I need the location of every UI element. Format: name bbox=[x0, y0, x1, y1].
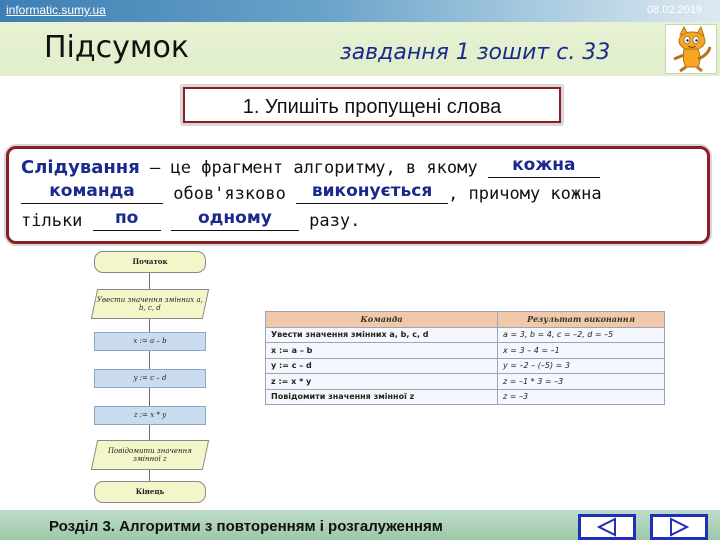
flowchart-start: Початок bbox=[94, 251, 206, 273]
page-subtitle: завдання 1 зошит с. 33 bbox=[340, 40, 611, 65]
definition-line-3 bbox=[21, 208, 361, 231]
table-cell: a = 3, b = 4, c = –2, d = –5 bbox=[498, 327, 665, 343]
definition-line-1 bbox=[21, 157, 600, 178]
date-label: 08.02.2019 bbox=[646, 4, 702, 16]
definition-text: обов'язково bbox=[163, 184, 297, 204]
triangle-right-icon bbox=[653, 517, 705, 537]
table-row bbox=[266, 389, 665, 405]
table-row bbox=[266, 327, 665, 343]
table-cell: x = 3 – 4 = –1 bbox=[498, 343, 665, 359]
flowchart-end: Кінець bbox=[94, 481, 206, 503]
table-cell: z := x * y bbox=[266, 374, 498, 390]
blank-2 bbox=[21, 181, 163, 204]
table-row bbox=[266, 374, 665, 390]
table-header-row bbox=[266, 312, 665, 328]
definition-line-2 bbox=[21, 181, 602, 204]
flowchart-input: Увести значення змінних a, b, c, d bbox=[91, 289, 209, 319]
footer-label: Розділ 3. Алгоритми з повторенням і розгалуженням bbox=[49, 518, 443, 535]
page-title: Підсумок bbox=[44, 30, 189, 65]
table-cell: y := c – d bbox=[266, 358, 498, 374]
table-cell: y = –2 – (–5) = 3 bbox=[498, 358, 665, 374]
table-cell: z = –3 bbox=[498, 389, 665, 405]
table-header: Результат виконання bbox=[498, 312, 665, 328]
prev-slide-button[interactable] bbox=[578, 514, 636, 540]
definition-box bbox=[6, 146, 710, 244]
definition-text: разу. bbox=[298, 211, 361, 231]
flowchart-step-z: z := x * y bbox=[94, 406, 206, 425]
answer-komanda: команда bbox=[49, 181, 135, 201]
site-link[interactable]: informatic.sumy.ua bbox=[6, 3, 106, 17]
results-table bbox=[265, 311, 665, 405]
blank-5 bbox=[171, 208, 299, 231]
next-slide-button[interactable] bbox=[650, 514, 708, 540]
table-header: Команда bbox=[266, 312, 498, 328]
table-cell: x := a – b bbox=[266, 343, 498, 359]
definition-text: , причому кожна bbox=[448, 184, 602, 204]
blank-3 bbox=[296, 181, 448, 204]
triangle-left-icon bbox=[581, 517, 633, 537]
table-cell: z = –1 * 3 = –3 bbox=[498, 374, 665, 390]
answer-odnomu: одному bbox=[198, 208, 272, 228]
task-label: 1. Упишіть пропущені слова bbox=[242, 96, 502, 118]
answer-kozhna: кожна bbox=[512, 155, 576, 175]
blank-4 bbox=[93, 208, 161, 231]
task-banner bbox=[180, 84, 564, 126]
answer-vykonuietsia: виконується bbox=[311, 181, 433, 201]
flowchart-step-y: y := c – d bbox=[94, 369, 206, 388]
table-row bbox=[266, 343, 665, 359]
definition-text: – це фрагмент алгоритму, в якому bbox=[139, 158, 488, 178]
flowchart bbox=[80, 245, 260, 515]
table-cell: Увести значення змінних a, b, c, d bbox=[266, 327, 498, 343]
answer-po: по bbox=[114, 208, 139, 228]
definition-term: Слідування bbox=[21, 157, 140, 178]
flowchart-step-x: x := a – b bbox=[94, 332, 206, 351]
definition-text: тільки bbox=[21, 211, 93, 231]
top-bar bbox=[0, 0, 720, 22]
table-row bbox=[266, 358, 665, 374]
scratch-cat-icon bbox=[665, 24, 717, 74]
table-cell: Повідомити значення змінної z bbox=[266, 389, 498, 405]
blank-1 bbox=[488, 155, 600, 178]
flowchart-output: Повідомити значення змінної z bbox=[91, 440, 209, 470]
